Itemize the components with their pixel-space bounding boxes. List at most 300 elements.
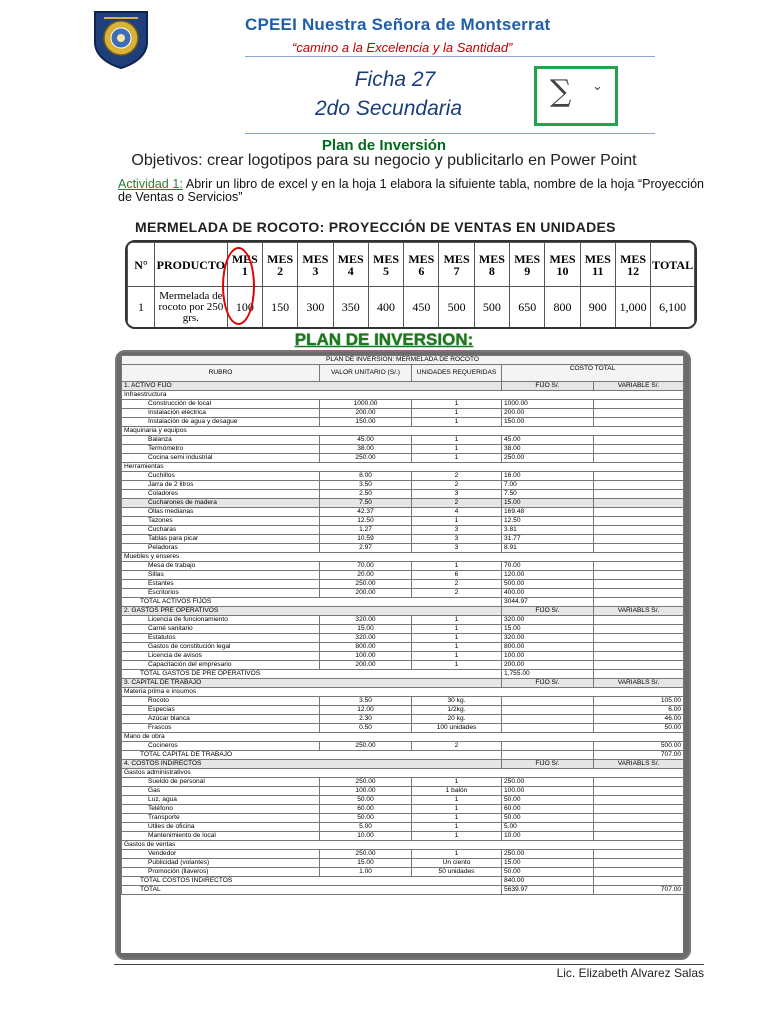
investment-cell-e: [594, 490, 684, 499]
investment-row: [122, 787, 684, 796]
investment-cell-d: [502, 751, 594, 760]
investment-cell-a: 3. CAPITAL DE TRABAJO: [122, 679, 502, 688]
investment-row: [122, 544, 684, 553]
investment-row: [122, 688, 684, 697]
title-divider: [245, 133, 655, 134]
investment-cell-c: 1: [412, 454, 502, 463]
investment-cell-c: 1: [412, 850, 502, 859]
investment-cell-a: Tazones: [122, 517, 320, 526]
investment-cell-d: 50.00: [502, 868, 594, 877]
sales-table-title: MERMELADA DE ROCOTO: PROYECCIÓN DE VENTAS EN UNIDADES: [135, 219, 616, 235]
investment-cell-e: [594, 805, 684, 814]
investment-cell-d: 840.00: [502, 877, 594, 886]
investment-cell-b: 250.00: [320, 850, 412, 859]
investment-cell-c: 1: [412, 796, 502, 805]
investment-cell-e: [594, 517, 684, 526]
investment-cell-b: 800.00: [320, 643, 412, 652]
sales-header-cell: MES 9: [510, 243, 545, 287]
investment-cell-c: 1: [412, 823, 502, 832]
sales-value-cell: 350: [333, 287, 368, 328]
investment-cell-d: 5.00: [502, 823, 594, 832]
investment-cell-a: Capacitación del empresario: [122, 661, 320, 670]
sales-value-cell: 500: [439, 287, 474, 328]
investment-cell-b: 2.97: [320, 544, 412, 553]
mes1-highlight-circle: [222, 247, 255, 325]
investment-cell-c: 1: [412, 814, 502, 823]
col-header-valor: VALOR UNITARIO (S/.): [320, 365, 412, 382]
investment-row: [122, 751, 684, 760]
investment-cell-e: 707.00: [594, 751, 684, 760]
investment-table-title: PLAN DE INVERSIÓN: MERMELADA DE ROCOTO: [122, 356, 684, 365]
investment-row: [122, 526, 684, 535]
investment-cell-a: Coladores: [122, 490, 320, 499]
school-motto: “camino a la Excelencia y la Santidad”: [292, 40, 513, 55]
investment-cell-e: 500.00: [594, 742, 684, 751]
investment-row: [122, 616, 684, 625]
investment-row: [122, 382, 684, 391]
investment-cell-b: 20.00: [320, 571, 412, 580]
investment-cell-b: 5.00: [320, 823, 412, 832]
investment-cell-e: [594, 526, 684, 535]
investment-cell-d: 50.00: [502, 796, 594, 805]
investment-row: [122, 661, 684, 670]
investment-cell-e: 46.00: [594, 715, 684, 724]
investment-cell-a: Infraestructura: [122, 391, 684, 400]
sales-value-cell: 650: [510, 287, 545, 328]
investment-cell-a: Sillas: [122, 571, 320, 580]
investment-cell-c: 1: [412, 643, 502, 652]
investment-cell-a: Peladoras: [122, 544, 320, 553]
investment-cell-d: 15.00: [502, 859, 594, 868]
investment-row: [122, 760, 684, 769]
investment-row: [122, 625, 684, 634]
investment-cell-c: 1: [412, 409, 502, 418]
investment-cell-e: 707.00: [594, 886, 684, 895]
sales-value-cell: 150: [262, 287, 297, 328]
investment-cell-e: VARIABLS S/.: [594, 679, 684, 688]
investment-cell-c: 20 kg.: [412, 715, 502, 724]
investment-cell-b: 200.00: [320, 661, 412, 670]
teacher-signature: Lic. Elizabeth Alvarez Salas: [556, 966, 704, 980]
sales-header-cell: MES 8: [474, 243, 509, 287]
investment-cell-c: 2: [412, 589, 502, 598]
investment-cell-c: 1: [412, 652, 502, 661]
investment-cell-a: Balanza: [122, 436, 320, 445]
investment-row: [122, 598, 684, 607]
investment-row: [122, 391, 684, 400]
grade-level: 2do Secundaria: [315, 97, 463, 120]
sales-value-cell: Mermelada de rocoto por 250 grs.: [155, 287, 228, 328]
investment-cell-d: 320.00: [502, 634, 594, 643]
investment-cell-b: 1.27: [320, 526, 412, 535]
investment-row: [122, 679, 684, 688]
investment-cell-c: Un ciento: [412, 859, 502, 868]
investment-row: [122, 535, 684, 544]
investment-cell-d: 50.00: [502, 814, 594, 823]
investment-cell-c: 1: [412, 778, 502, 787]
sales-header-cell: MES 12: [615, 243, 650, 287]
investment-cell-a: Publicidad (volantes): [122, 859, 320, 868]
sales-header-cell: MES 7: [439, 243, 474, 287]
investment-cell-a: Licencia de funcionamiento: [122, 616, 320, 625]
investment-cell-b: 100.00: [320, 652, 412, 661]
investment-cell-b: 250.00: [320, 580, 412, 589]
investment-cell-e: [594, 418, 684, 427]
investment-cell-d: 60.00: [502, 805, 594, 814]
investment-cell-c: 1: [412, 562, 502, 571]
chevron-down-icon[interactable]: ⌄: [592, 78, 603, 93]
investment-cell-c: 50 unidades: [412, 868, 502, 877]
investment-cell-a: TOTAL COSTOS INDIRECTOS: [122, 877, 502, 886]
investment-cell-c: 3: [412, 544, 502, 553]
investment-cell-e: [594, 661, 684, 670]
investment-cell-d: 3044.97: [502, 598, 594, 607]
investment-cell-b: 1000.00: [320, 400, 412, 409]
investment-cell-d: 3.81: [502, 526, 594, 535]
investment-row: [122, 454, 684, 463]
investment-cell-e: [594, 400, 684, 409]
sales-value-cell: 300: [298, 287, 333, 328]
investment-cell-c: 100 unidades: [412, 724, 502, 733]
investment-cell-e: [594, 850, 684, 859]
sales-header-cell: MES 3: [298, 243, 333, 287]
investment-cell-d: 7.50: [502, 490, 594, 499]
investment-cell-c: 1: [412, 634, 502, 643]
investment-cell-b: 3.50: [320, 481, 412, 490]
investment-cell-c: 3: [412, 526, 502, 535]
investment-row: [122, 400, 684, 409]
investment-row: [122, 697, 684, 706]
investment-row: [122, 670, 684, 679]
col-header-unidades: UNIDADES REQUERIDAS: [412, 365, 502, 382]
school-crest-logo: [92, 8, 150, 70]
investment-cell-e: [594, 508, 684, 517]
investment-cell-a: Transporte: [122, 814, 320, 823]
investment-row: [122, 490, 684, 499]
investment-cell-d: 500.00: [502, 580, 594, 589]
investment-cell-a: Frascos: [122, 724, 320, 733]
sales-value-cell: 100: [227, 287, 262, 328]
investment-cell-e: VARIABLE S/.: [594, 382, 684, 391]
investment-cell-a: 2. GASTOS PRE OPERATIVOS: [122, 607, 502, 616]
investment-row: [122, 778, 684, 787]
investment-cell-c: 6: [412, 571, 502, 580]
investment-cell-e: [594, 472, 684, 481]
investment-row: [122, 499, 684, 508]
worksheet-number: Ficha 27: [354, 68, 436, 91]
investment-row: [122, 805, 684, 814]
investment-cell-c: 1/2kg.: [412, 706, 502, 715]
investment-row: [122, 706, 684, 715]
investment-cell-e: [594, 859, 684, 868]
investment-cell-b: 200.00: [320, 409, 412, 418]
investment-row: [122, 724, 684, 733]
investment-cell-e: [594, 562, 684, 571]
investment-row: [122, 733, 684, 742]
investment-row: [122, 823, 684, 832]
investment-cell-d: 250.00: [502, 778, 594, 787]
investment-cell-b: 250.00: [320, 778, 412, 787]
investment-row: [122, 517, 684, 526]
investment-cell-d: [502, 697, 594, 706]
investment-cell-b: 0.50: [320, 724, 412, 733]
investment-plan-table: [121, 355, 684, 895]
investment-cell-e: [594, 625, 684, 634]
investment-cell-e: 6.00: [594, 706, 684, 715]
investment-cell-c: 2: [412, 499, 502, 508]
investment-cell-d: 1,755.00: [502, 670, 594, 679]
investment-cell-e: [594, 616, 684, 625]
investment-row: [122, 445, 684, 454]
investment-cell-a: Promoción (llaveros): [122, 868, 320, 877]
investment-cell-c: 4: [412, 508, 502, 517]
investment-cell-d: [502, 706, 594, 715]
investment-row: [122, 796, 684, 805]
investment-cell-b: 2.50: [320, 490, 412, 499]
sales-header-cell: MES 11: [580, 243, 615, 287]
investment-row: [122, 589, 684, 598]
investment-cell-b: 70.00: [320, 562, 412, 571]
investment-heading: PLAN DE INVERSION:: [294, 330, 474, 349]
investment-cell-d: 5639.97: [502, 886, 594, 895]
investment-cell-d: [502, 715, 594, 724]
sales-value-cell: 6,100: [651, 287, 695, 328]
investment-cell-a: Cocina semi industrial: [122, 454, 320, 463]
investment-cell-d: 70.00: [502, 562, 594, 571]
investment-cell-a: Herramientas: [122, 463, 684, 472]
header-divider: [245, 56, 655, 57]
investment-cell-a: TOTAL ACTIVOS FIJOS: [122, 598, 502, 607]
sales-header-cell: TOTAL: [651, 243, 695, 287]
investment-row: [122, 463, 684, 472]
investment-cell-e: [594, 832, 684, 841]
investment-cell-b: 60.00: [320, 805, 412, 814]
investment-cell-a: Teléfono: [122, 805, 320, 814]
investment-cell-d: 400.00: [502, 589, 594, 598]
investment-cell-d: 169.48: [502, 508, 594, 517]
investment-cell-a: Mano de obra: [122, 733, 684, 742]
plan-title: Plan de Inversión: [321, 137, 447, 154]
investment-cell-a: Rocoto: [122, 697, 320, 706]
investment-cell-e: [594, 814, 684, 823]
investment-cell-b: 50.00: [320, 814, 412, 823]
investment-cell-a: Maquinaria y equipos: [122, 427, 684, 436]
investment-cell-d: 250.00: [502, 850, 594, 859]
investment-cell-c: 2: [412, 481, 502, 490]
investment-row: [122, 580, 684, 589]
investment-cell-a: Instalación de agua y desague: [122, 418, 320, 427]
investment-cell-c: 1: [412, 400, 502, 409]
investment-cell-e: [594, 454, 684, 463]
investment-cell-c: 1: [412, 445, 502, 454]
investment-cell-d: 100.00: [502, 652, 594, 661]
investment-cell-a: Azúcar blanca: [122, 715, 320, 724]
investment-row: [122, 886, 684, 895]
investment-cell-b: 100.00: [320, 787, 412, 796]
investment-cell-d: 31.77: [502, 535, 594, 544]
investment-cell-e: [594, 634, 684, 643]
investment-row: [122, 553, 684, 562]
sales-value-cell: 400: [368, 287, 403, 328]
investment-cell-d: [502, 724, 594, 733]
investment-cell-b: 12.00: [320, 706, 412, 715]
investment-cell-a: Estantes: [122, 580, 320, 589]
investment-cell-b: 7.50: [320, 499, 412, 508]
investment-cell-b: 320.00: [320, 634, 412, 643]
investment-cell-b: 250.00: [320, 454, 412, 463]
investment-cell-a: Mesa de trabajo: [122, 562, 320, 571]
investment-cell-b: 250.00: [320, 742, 412, 751]
investment-cell-e: [594, 652, 684, 661]
investment-cell-b: 2.30: [320, 715, 412, 724]
investment-row: [122, 562, 684, 571]
investment-cell-d: 320.00: [502, 616, 594, 625]
investment-cell-e: [594, 868, 684, 877]
investment-cell-a: Cucharas: [122, 526, 320, 535]
investment-cell-a: Cucharones de madera: [122, 499, 320, 508]
investment-cell-b: 15.00: [320, 859, 412, 868]
investment-cell-a: 1. ACTIVO FIJO: [122, 382, 502, 391]
investment-row: [122, 742, 684, 751]
investment-row: [122, 859, 684, 868]
sales-value-cell: 450: [404, 287, 439, 328]
investment-row: [122, 508, 684, 517]
investment-cell-c: 2: [412, 472, 502, 481]
investment-cell-e: [594, 589, 684, 598]
investment-cell-e: [594, 778, 684, 787]
autosum-icon[interactable]: ∑: [550, 74, 572, 109]
investment-cell-a: Gastos administrativos: [122, 769, 684, 778]
investment-cell-e: [594, 580, 684, 589]
sales-value-cell: 900: [580, 287, 615, 328]
investment-cell-e: 105.00: [594, 697, 684, 706]
investment-row: [122, 427, 684, 436]
investment-cell-e: [594, 544, 684, 553]
activity-label: Actividad 1:: [118, 177, 183, 191]
investment-row: [122, 418, 684, 427]
investment-cell-a: Jarra de 2 litros: [122, 481, 320, 490]
objectives-text: Objetivos: crear logotipos para su negocio y publicitarlo en Power Point: [131, 152, 637, 169]
investment-cell-e: [594, 445, 684, 454]
investment-cell-d: FIJO S/.: [502, 679, 594, 688]
col-header-rubro: RUBRO: [122, 365, 320, 382]
investment-cell-e: [594, 796, 684, 805]
investment-cell-a: Gas: [122, 787, 320, 796]
investment-cell-d: 38.00: [502, 445, 594, 454]
investment-cell-e: [594, 535, 684, 544]
sales-header-cell: MES 5: [368, 243, 403, 287]
investment-cell-c: 1 balón: [412, 787, 502, 796]
investment-cell-e: [594, 877, 684, 886]
investment-cell-b: 1.00: [320, 868, 412, 877]
investment-cell-b: 8.00: [320, 472, 412, 481]
sales-header-cell: MES 10: [545, 243, 580, 287]
investment-cell-a: Gastos de ventas: [122, 841, 684, 850]
investment-cell-b: 12.50: [320, 517, 412, 526]
investment-cell-c: 3: [412, 535, 502, 544]
investment-cell-a: Tablas para picar: [122, 535, 320, 544]
investment-cell-b: 50.00: [320, 796, 412, 805]
investment-row: [122, 652, 684, 661]
sales-header-cell: MES 1: [227, 243, 262, 287]
investment-cell-b: 45.00: [320, 436, 412, 445]
activity-text: Abrir un libro de excel y en la hoja 1 elabora la sifuiente tabla, nombre de la hoja “Proyección de Ventas o Servicios”: [118, 177, 704, 204]
investment-cell-b: 200.00: [320, 589, 412, 598]
investment-cell-b: 150.00: [320, 418, 412, 427]
sales-value-cell: 500: [474, 287, 509, 328]
investment-row: [122, 643, 684, 652]
investment-row: [122, 832, 684, 841]
investment-cell-a: Luz, agua: [122, 796, 320, 805]
investment-cell-d: 250.00: [502, 454, 594, 463]
investment-row: [122, 409, 684, 418]
investment-cell-c: 30 kg.: [412, 697, 502, 706]
col-header-costo: COSTO TOTAL: [502, 365, 684, 382]
sales-header-cell: MES 4: [333, 243, 368, 287]
investment-cell-d: FIJO S/.: [502, 382, 594, 391]
investment-cell-d: 7.00: [502, 481, 594, 490]
investment-cell-e: [594, 787, 684, 796]
investment-cell-e: [594, 409, 684, 418]
investment-cell-a: Estatutos: [122, 634, 320, 643]
school-name: CPEEI Nuestra Señora de Montserrat: [245, 15, 551, 34]
investment-cell-d: 200.00: [502, 661, 594, 670]
investment-cell-d: 15.00: [502, 499, 594, 508]
investment-cell-a: Cocineros: [122, 742, 320, 751]
investment-cell-a: Vendedor: [122, 850, 320, 859]
investment-cell-d: FIJO S/.: [502, 760, 594, 769]
investment-cell-c: 1: [412, 625, 502, 634]
investment-cell-d: 10.00: [502, 832, 594, 841]
sales-header-cell: MES 6: [404, 243, 439, 287]
investment-row: [122, 877, 684, 886]
investment-cell-c: 1: [412, 661, 502, 670]
investment-cell-d: 8.91: [502, 544, 594, 553]
investment-cell-c: 3: [412, 490, 502, 499]
sales-header-cell: N°: [128, 243, 155, 287]
investment-cell-c: 2: [412, 580, 502, 589]
investment-cell-a: Gastos de constitución legal: [122, 643, 320, 652]
investment-cell-d: FIJO S/.: [502, 607, 594, 616]
investment-cell-a: Sueldo de personal: [122, 778, 320, 787]
investment-cell-d: 200.00: [502, 409, 594, 418]
investment-row: [122, 769, 684, 778]
investment-cell-a: Muebles y enseres: [122, 553, 684, 562]
investment-cell-c: 1: [412, 517, 502, 526]
investment-cell-b: 38.00: [320, 445, 412, 454]
investment-cell-b: 10.00: [320, 832, 412, 841]
investment-cell-a: 4. COSTOS INDIRECTOS: [122, 760, 502, 769]
investment-cell-e: [594, 571, 684, 580]
investment-cell-e: [594, 499, 684, 508]
investment-row: [122, 868, 684, 877]
activity-instructions: [118, 178, 704, 204]
sales-header-cell: MES 2: [262, 243, 297, 287]
investment-cell-e: 50.00: [594, 724, 684, 733]
investment-cell-e: [594, 643, 684, 652]
investment-cell-e: [594, 670, 684, 679]
investment-row: [122, 472, 684, 481]
investment-cell-e: VARIABLS S/.: [594, 607, 684, 616]
investment-cell-d: 150.00: [502, 418, 594, 427]
investment-cell-a: Materia prima e insumos: [122, 688, 684, 697]
footer-divider: [114, 964, 704, 965]
investment-cell-d: 1000.00: [502, 400, 594, 409]
investment-row: [122, 850, 684, 859]
investment-cell-c: 1: [412, 616, 502, 625]
investment-cell-d: 16.00: [502, 472, 594, 481]
autosum-button-frame[interactable]: [534, 66, 618, 126]
